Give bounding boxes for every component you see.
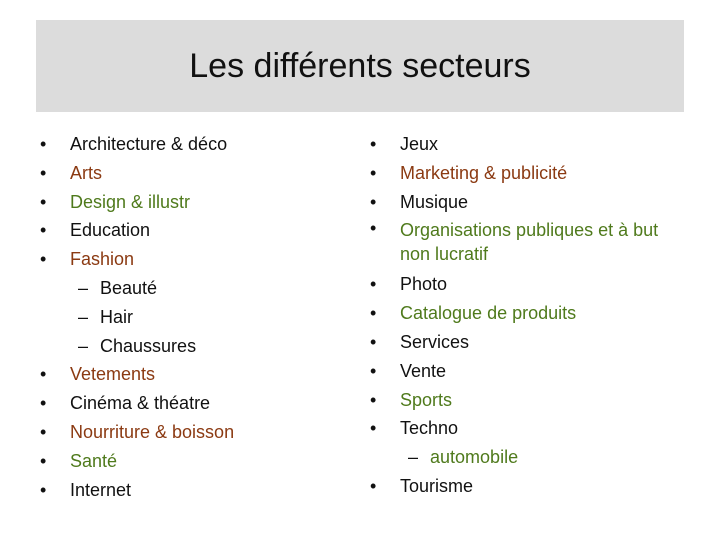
- list-item: [370, 328, 680, 357]
- list-item-label: Design & illustr: [70, 191, 191, 212]
- list-item-label: Photo: [400, 274, 448, 295]
- list-item: [40, 360, 340, 389]
- list-item-label: Fashion: [70, 249, 135, 270]
- bullet-icon: •: [40, 479, 47, 500]
- list-item-label: Beauté: [100, 277, 158, 298]
- bullet-icon: •: [40, 450, 47, 471]
- list-item-label: Education: [70, 220, 151, 241]
- bullet-icon: •: [370, 134, 377, 154]
- list-item-label: Santé: [70, 450, 118, 471]
- list-item-label: Vente: [400, 360, 447, 381]
- dash-marker: –: [78, 277, 89, 298]
- list-item-label: Vetements: [70, 364, 156, 385]
- list-item-label: Techno: [400, 418, 459, 439]
- list-item: [40, 389, 340, 418]
- list-item: [40, 476, 340, 505]
- list-item-label: Cinéma & théatre: [70, 393, 211, 414]
- list-item-label: Tourisme: [400, 475, 474, 496]
- bullet-icon: •: [370, 331, 377, 352]
- list-item-label: Sports: [400, 389, 453, 410]
- bullet-icon: •: [40, 220, 47, 241]
- bullet-icon: •: [370, 360, 377, 381]
- list-item-label: Jeux: [400, 134, 439, 154]
- list-item: [40, 188, 340, 217]
- list-item: [370, 270, 680, 299]
- dash-marker: –: [78, 335, 89, 356]
- list-item-label: Internet: [70, 479, 132, 500]
- bullet-icon: •: [40, 364, 47, 385]
- list-item-label: automobile: [430, 447, 519, 468]
- sub-list-item: [40, 274, 340, 303]
- list-item-label: Architecture & déco: [70, 134, 228, 154]
- bullet-icon: •: [40, 421, 47, 442]
- bullet-icon: •: [370, 162, 377, 183]
- list-item: [370, 130, 680, 159]
- bullet-icon: •: [370, 303, 377, 324]
- list-item: [370, 472, 680, 501]
- bullet-icon: •: [370, 475, 377, 496]
- dash-marker: –: [78, 306, 89, 327]
- bullet-icon: •: [370, 274, 377, 295]
- list-item: [40, 130, 340, 159]
- list-item-label: Catalogue de produits: [400, 303, 577, 324]
- bullet-icon: •: [40, 134, 47, 154]
- list-item: [370, 159, 680, 188]
- page-title: Les différents secteurs: [189, 46, 531, 85]
- list-item-label: Organisations publiques et à but non lucratif: [400, 220, 659, 265]
- list-item-label: Musique: [400, 191, 469, 212]
- list-item: [40, 447, 340, 476]
- list-item: [370, 357, 680, 386]
- list-item: [370, 414, 680, 443]
- bullet-icon: •: [40, 191, 47, 212]
- dash-marker: –: [408, 447, 419, 468]
- list-item: [40, 418, 340, 447]
- list-item: [40, 245, 340, 274]
- left-sector-list: [40, 130, 340, 504]
- list-item: [370, 188, 680, 217]
- sub-list-item: [370, 443, 680, 472]
- list-item: [40, 159, 340, 188]
- bullet-icon: •: [40, 393, 47, 414]
- list-item: [370, 216, 680, 270]
- bullet-icon: •: [370, 389, 377, 410]
- bullet-icon: •: [370, 418, 377, 439]
- bullet-icon: •: [40, 162, 47, 183]
- sub-list-item: [40, 332, 340, 361]
- list-item-label: Chaussures: [100, 335, 197, 356]
- list-item: [370, 386, 680, 415]
- bullet-icon: •: [370, 218, 377, 239]
- right-sector-list: [370, 130, 680, 501]
- list-item-label: Services: [400, 331, 470, 352]
- sub-list-item: [40, 303, 340, 332]
- bullet-icon: •: [40, 249, 47, 270]
- list-item-label: Hair: [100, 306, 134, 327]
- list-item: [40, 216, 340, 245]
- list-item: [370, 299, 680, 328]
- list-item-label: Arts: [70, 162, 103, 183]
- list-item-label: Nourriture & boisson: [70, 421, 235, 442]
- list-item-label: Marketing & publicité: [400, 162, 568, 183]
- title-bar: [36, 20, 684, 112]
- bullet-icon: •: [370, 191, 377, 212]
